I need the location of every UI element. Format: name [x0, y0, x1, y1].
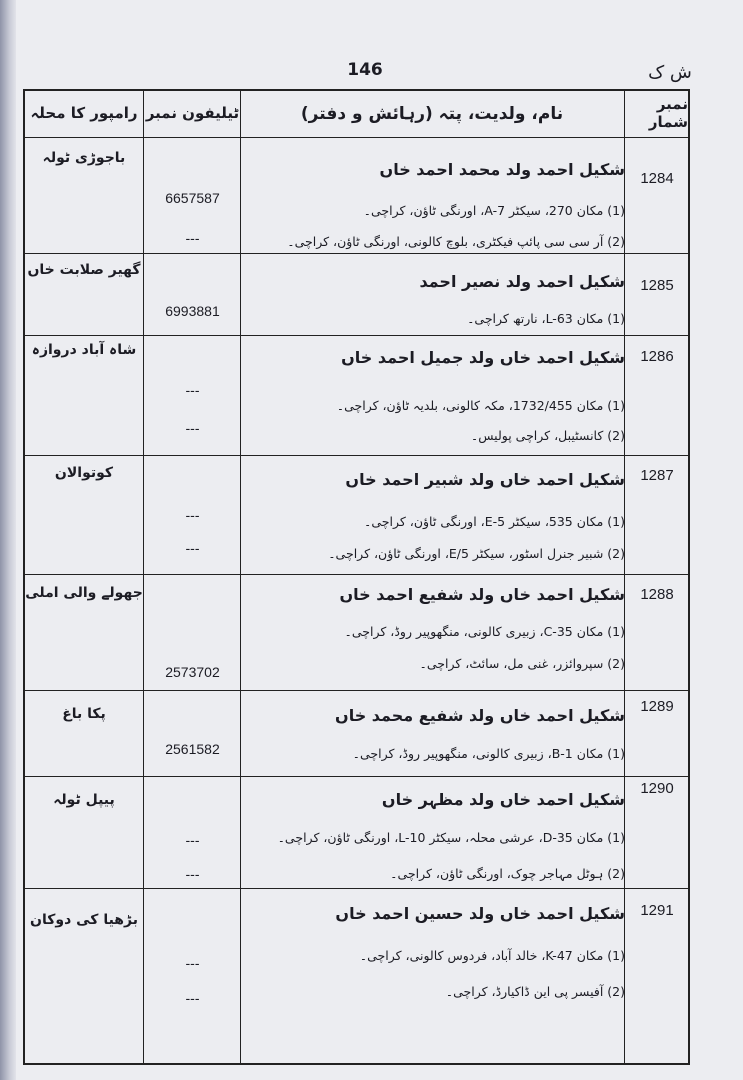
entry-name: شکیل احمد خاں ولد جمیل احمد خاں — [341, 348, 625, 367]
entry-number: 1284 — [640, 170, 674, 187]
entry-number: 1285 — [640, 277, 674, 294]
entry-phone: 6657587 — [165, 190, 220, 206]
entry-address: (1) مکان D-35، عرشی محلہ، سیکٹر L-10، اورنگی ٹاؤن، کراچی۔ — [277, 830, 625, 845]
entry-number: 1290 — [640, 780, 674, 797]
entry-address: (1) مکان L-63، نارتھ کراچی۔ — [467, 311, 625, 326]
entry-address: (1) مکان 535، سیکٹر E-5، اورنگی ٹاؤن، کراچی۔ — [364, 514, 625, 529]
header-divider — [23, 137, 690, 138]
entry-number: 1286 — [640, 348, 674, 365]
row-divider — [23, 690, 690, 691]
entry-address: (1) مکان B-1، زبیری کالونی، منگھوپیر روڈ، کراچی۔ — [352, 746, 625, 761]
row-divider — [23, 455, 690, 456]
entry-locality: کوتوالان — [54, 465, 114, 481]
page-number: 146 — [347, 60, 383, 80]
entry-address: (2) آر سی سی پائپ فیکٹری، بلوچ کالونی، اورنگی ٹاؤن، کراچی۔ — [287, 234, 625, 249]
entry-phone: --- — [185, 420, 200, 436]
entry-locality: بڑھیا کی دوکان — [30, 912, 138, 928]
header-name-address: نام، ولدیت، پتہ (رہائش و دفتر) — [300, 103, 564, 124]
entry-address: (1) مکان K-47، خالد آباد، فردوس کالونی، کراچی۔ — [359, 948, 625, 963]
entry-address: (2) ہوٹل مہاجر چوک، اورنگی ٹاؤن، کراچی۔ — [390, 866, 625, 881]
entry-address: (2) کانسٹیبل، کراچی پولیس۔ — [470, 428, 625, 443]
header-serial: نمبر شمار — [648, 95, 688, 131]
entry-address: (2) شبیر جنرل اسٹور، سیکٹر 5/E، اورنگی ٹاؤن، کراچی۔ — [328, 546, 625, 561]
entry-name: شکیل احمد ولد محمد احمد خاں — [379, 160, 625, 179]
row-divider — [23, 335, 690, 336]
entry-name: شکیل احمد خاں ولد مظہر خاں — [381, 790, 625, 809]
entry-phone: --- — [185, 230, 200, 246]
entry-address: (2) آفیسر پی این ڈاکیارڈ، کراچی۔ — [445, 984, 625, 999]
header-phone: ٹیلیفون نمبر — [145, 104, 240, 122]
entry-number: 1289 — [640, 698, 674, 715]
entry-locality: گھیر صلابت خاں — [27, 262, 141, 278]
entry-phone: 2561582 — [165, 741, 220, 757]
entry-locality: شاہ آباد دروازہ — [31, 342, 137, 358]
entry-address: (2) سپروائزر، غنی مل، سائٹ، کراچی۔ — [419, 656, 625, 671]
entry-phone: --- — [185, 832, 200, 848]
entry-name: شکیل احمد ولد نصیر احمد — [419, 272, 625, 291]
entry-phone: 2573702 — [165, 664, 220, 680]
row-divider — [23, 574, 690, 575]
entry-phone: 6993881 — [165, 303, 220, 319]
entry-address: (1) مکان 270، سیکٹر A-7، اورنگی ٹاؤن، کراچی۔ — [363, 203, 625, 218]
entry-phone: --- — [185, 540, 200, 556]
entry-name: شکیل احمد خاں ولد حسین احمد خاں — [335, 904, 625, 923]
entry-locality: باجوڑی ٹولہ — [42, 150, 126, 166]
entry-locality: پکا باغ — [62, 706, 106, 722]
column-divider — [240, 89, 241, 1065]
page-edge — [0, 0, 16, 1080]
entry-name: شکیل احمد خاں ولد شفیع محمد خاں — [335, 706, 625, 725]
entry-address: (1) مکان C-35، زبیری کالونی، منگھوپیر روڈ، کراچی۔ — [344, 624, 625, 639]
entry-phone: --- — [185, 955, 200, 971]
row-divider — [23, 776, 690, 777]
row-divider — [23, 253, 690, 254]
entry-phone: --- — [185, 990, 200, 1006]
entry-phone: --- — [185, 382, 200, 398]
entry-number: 1288 — [640, 586, 674, 603]
entry-locality: جھولے والی املی — [25, 585, 143, 601]
entry-number: 1291 — [640, 902, 674, 919]
entry-name: شکیل احمد خاں ولد شفیع احمد خاں — [339, 585, 625, 604]
row-divider — [23, 888, 690, 889]
entry-phone: --- — [185, 866, 200, 882]
page-marker: ش ک — [648, 62, 692, 83]
entry-address: (1) مکان 1732/455، مکہ کالونی، بلدیہ ٹاؤن، کراچی۔ — [336, 398, 625, 413]
entry-name: شکیل احمد خاں ولد شبیر احمد خاں — [345, 470, 625, 489]
header-locality: رامپور کا محلہ — [30, 104, 138, 122]
entry-phone: --- — [185, 507, 200, 523]
entry-locality: پیپل ٹولہ — [53, 792, 115, 808]
entry-number: 1287 — [640, 467, 674, 484]
